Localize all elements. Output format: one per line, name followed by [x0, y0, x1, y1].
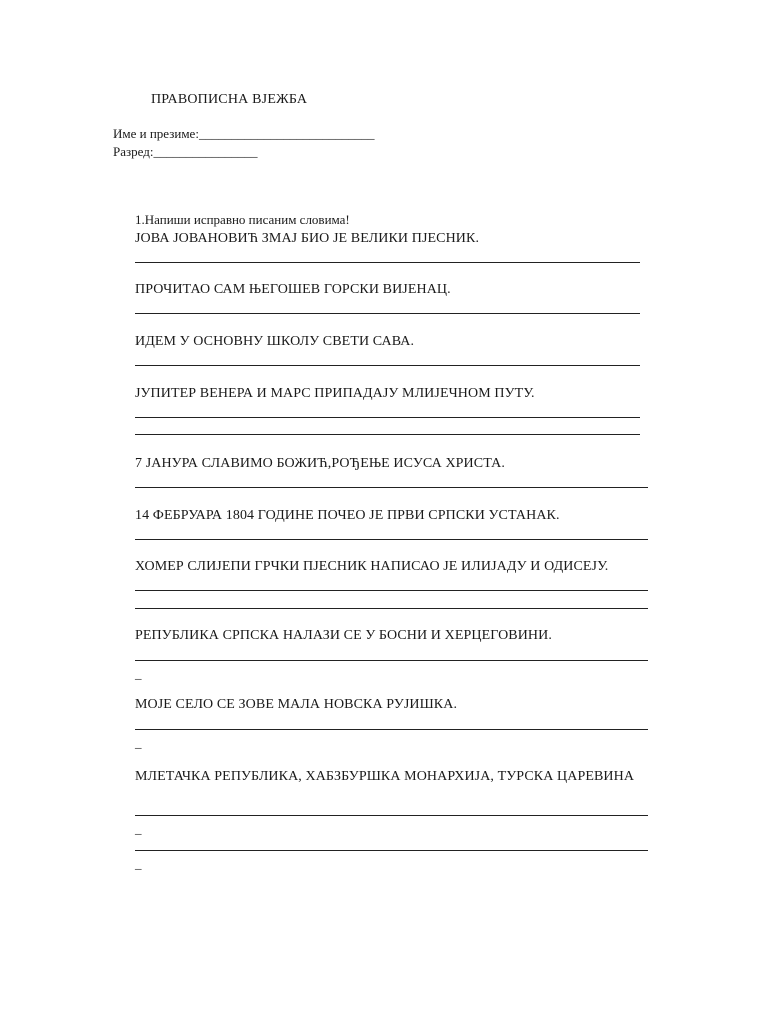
- name-blank[interactable]: ___________________________: [198, 126, 375, 141]
- answer-line[interactable]: [135, 262, 640, 263]
- answer-line[interactable]: [135, 313, 640, 314]
- class-label: Разред:: [113, 144, 154, 159]
- sentence-1: ЈОВА ЈОВАНОВИЋ ЗМАЈ БИО ЈЕ ВЕЛИКИ ПЈЕСНИК.: [135, 231, 480, 246]
- trailing-dash: _: [135, 666, 142, 681]
- sentence-7: ХОМЕР СЛИЈЕПИ ГРЧКИ ПЈЕСНИК НАПИСАО ЈЕ ИЛИЈАДУ И ОДИСЕЈУ.: [135, 559, 609, 574]
- answer-line[interactable]: [135, 365, 640, 366]
- instruction-text: 1.Напиши исправно писаним словима!: [135, 212, 350, 227]
- sentence-5: 7 ЈАНУРА СЛАВИМО БОЖИЋ,РОЂЕЊЕ ИСУСА ХРИСТА.: [135, 456, 505, 471]
- class-blank[interactable]: ________________: [153, 144, 258, 159]
- worksheet-title: ПРАВОПИСНА ВЈЕЖБА: [151, 92, 308, 107]
- sentence-8: РЕПУБЛИКА СРПСКА НАЛАЗИ СЕ У БОСНИ И ХЕРЦЕГОВИНИ.: [135, 628, 552, 643]
- answer-line[interactable]: [135, 539, 648, 540]
- name-field: [113, 126, 374, 142]
- trailing-dash: _: [135, 856, 142, 871]
- sentence-10: МЛЕТАЧКА РЕПУБЛИКА, ХАБЗБУРШКА МОНАРХИЈА, ТУРСКА ЦАРЕВИНА: [135, 769, 635, 784]
- answer-line[interactable]: [135, 815, 648, 816]
- sentence-4: ЈУПИТЕР ВЕНЕРА И МАРС ПРИПАДАЈУ МЛИЈЕЧНОМ ПУТУ.: [135, 386, 535, 401]
- answer-line[interactable]: [135, 729, 648, 730]
- trailing-dash: _: [135, 821, 142, 836]
- answer-line[interactable]: [135, 660, 648, 661]
- name-label: Име и презиме:: [113, 126, 199, 141]
- answer-line[interactable]: [135, 417, 640, 418]
- answer-line[interactable]: [135, 590, 648, 591]
- sentence-6: 14 ФЕБРУАРА 1804 ГОДИНЕ ПОЧЕО ЈЕ ПРВИ СРПСКИ УСТАНАК.: [135, 508, 560, 523]
- trailing-dash: _: [135, 735, 142, 750]
- sentence-9: МОЈЕ СЕЛО СЕ ЗОВЕ МАЛА НОВСКА РУЈИШКА.: [135, 697, 458, 712]
- class-field: [113, 144, 257, 160]
- answer-line[interactable]: [135, 608, 648, 609]
- answer-line[interactable]: [135, 850, 648, 851]
- sentence-2: ПРОЧИТАО САМ ЊЕГОШЕВ ГОРСКИ ВИЈЕНАЦ.: [135, 282, 451, 297]
- answer-line[interactable]: [135, 487, 648, 488]
- answer-line[interactable]: [135, 434, 640, 435]
- sentence-3: ИДЕМ У ОСНОВНУ ШКОЛУ СВЕТИ САВА.: [135, 334, 415, 349]
